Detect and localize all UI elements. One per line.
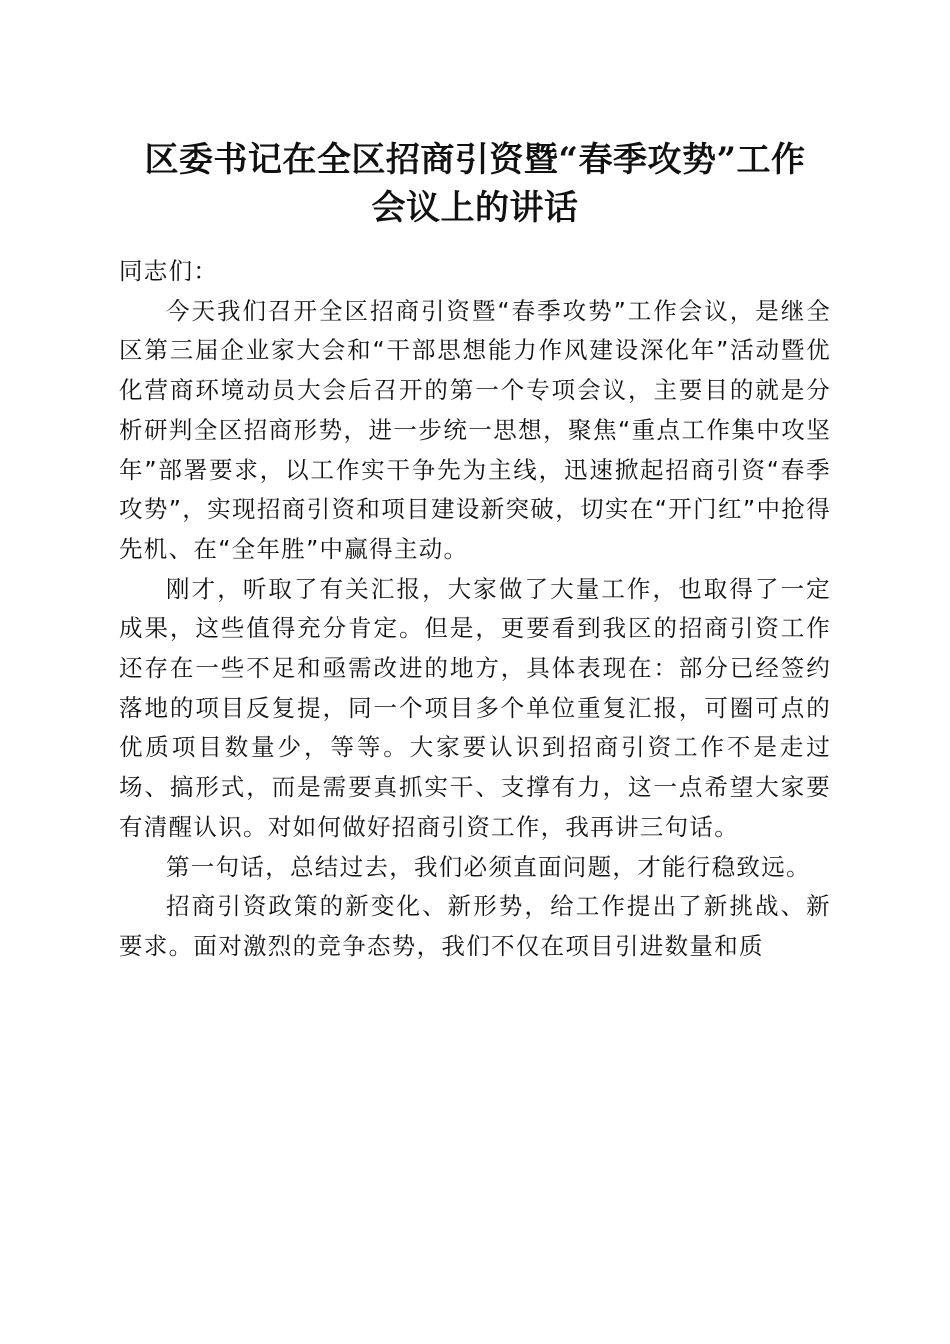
section-heading-1: 第一句话，总结过去，我们必须直面问题，才能行稳致远。 (166, 852, 811, 881)
paragraph-3: 招商引资政策的新变化、新形势，给工作提出了新挑战、新要求。面对激烈的竞争态势，我们不仅在项目引进数量和质 (119, 892, 831, 960)
paragraph-1: 今天我们召开全区招商引资暨“春季攻势”工作会议，是继全区第三届企业家大会和“干部思想能力作风建设深化年”活动暨优化营商环境动员大会后召开的第一个专项会议，主要目的就是分析研判全区招商形势，进一步统一思想，聚焦“重点工作集中攻坚年”部署要求，以工作实干争先为主线，迅速掀起招商引资“春季攻势”，实现招商引资和项目建设新突破，切实在“开门红”中抢得先机、在“全年胜”中赢得主动。 (119, 296, 831, 563)
title-line-1: 区委书记在全区招商引资暨“春季攻势”工作 (144, 140, 806, 180)
title-line-2: 会议上的讲话 (371, 188, 579, 228)
salutation: 同志们： (119, 257, 219, 285)
paragraph-2: 刚才，听取了有关汇报，大家做了大量工作，也取得了一定成果，这些值得充分肯定。但是，更要看到我区的招商引资工作还存在一些不足和亟需改进的地方，具体表现在：部分已经签约落地的项目反复提，同一个项目多个单位重复汇报，可圈可点的优质项目数量少，等等。大家要认识到招商引资工作不是走过场、搞形式，而是需要真抓实干、支撑有力，这一点希望大家要有清醒认识。对如何做好招商引资工作，我再讲三句话。 (119, 574, 831, 841)
document-body (119, 252, 831, 967)
